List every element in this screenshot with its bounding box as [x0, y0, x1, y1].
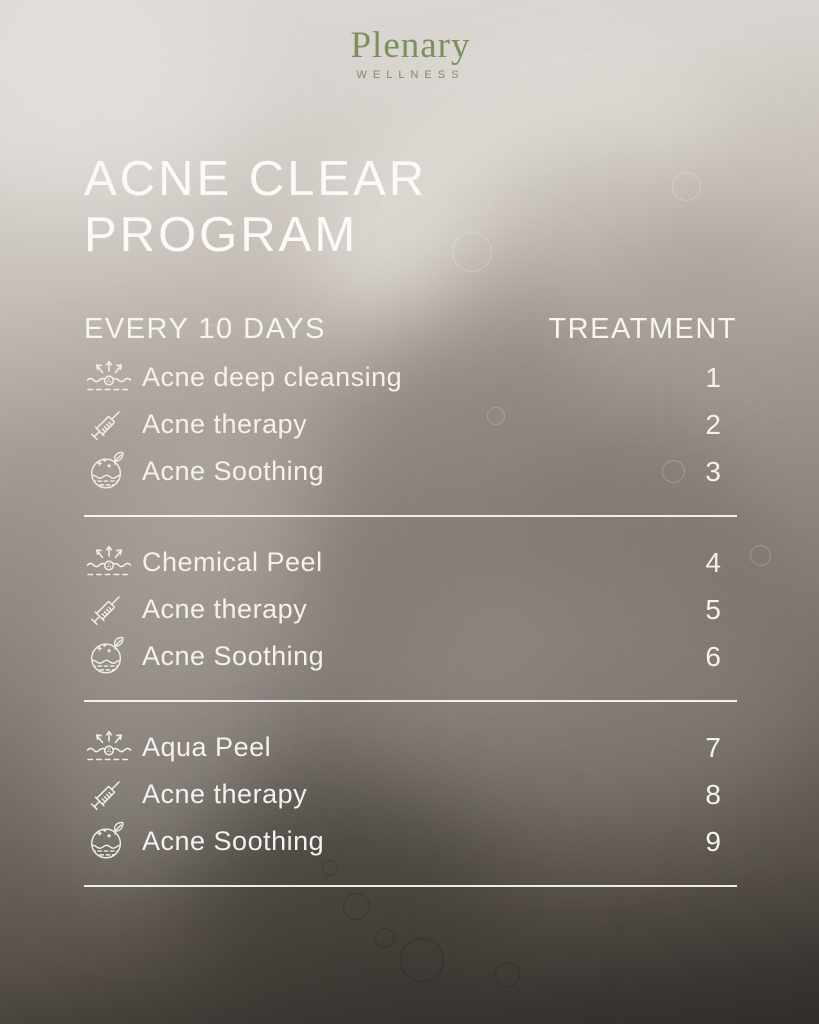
table-row — [84, 539, 737, 586]
table-row — [84, 448, 737, 495]
page-title-line2: PROGRAM — [84, 208, 359, 263]
treatment-number: 4 — [705, 546, 721, 578]
page-title-line1: ACNE CLEAR — [84, 151, 428, 206]
bubble-decoration — [375, 928, 395, 948]
treatment-label: Acne Soothing — [142, 826, 325, 857]
table-row — [84, 354, 737, 401]
table-row — [84, 818, 737, 865]
syringe-icon — [84, 773, 142, 817]
syringe-icon — [84, 403, 142, 447]
treatment-group-2 — [84, 539, 737, 702]
skin-peel-icon — [84, 358, 142, 398]
schedule-column-header: EVERY 10 DAYS — [84, 313, 326, 346]
treatment-group-3 — [84, 724, 737, 887]
table-row — [84, 771, 737, 818]
treatment-number: 3 — [705, 455, 721, 487]
treatment-number: 9 — [705, 825, 721, 857]
table-row — [84, 401, 737, 448]
group-divider — [84, 700, 737, 702]
bubble-decoration — [343, 893, 370, 920]
treatment-number: 2 — [705, 408, 721, 440]
skin-peel-icon — [84, 728, 142, 768]
brand-logo — [84, 0, 737, 81]
treatment-number: 8 — [705, 778, 721, 810]
treatment-number: 6 — [705, 640, 721, 672]
skin-peel-icon — [84, 543, 142, 583]
treatment-group-1 — [84, 354, 737, 517]
treatment-label: Acne therapy — [142, 779, 308, 810]
treatment-number: 1 — [705, 361, 721, 393]
bubble-decoration — [495, 962, 520, 987]
treatment-label: Aqua Peel — [142, 732, 272, 763]
treatment-number: 5 — [705, 593, 721, 625]
table-row — [84, 586, 737, 633]
table-row — [84, 633, 737, 680]
treatment-label: Acne Soothing — [142, 641, 325, 672]
soothing-icon — [84, 451, 142, 493]
treatment-label: Acne deep cleansing — [142, 362, 403, 393]
soothing-icon — [84, 821, 142, 863]
brand-tagline: WELLNESS — [356, 68, 465, 81]
syringe-icon — [84, 588, 142, 632]
treatment-label: Chemical Peel — [142, 547, 323, 578]
soothing-icon — [84, 636, 142, 678]
treatment-label: Acne therapy — [142, 594, 308, 625]
group-divider — [84, 515, 737, 517]
treatment-column-header: TREATMENT — [548, 313, 737, 346]
table-header — [84, 313, 737, 346]
treatment-number: 7 — [705, 731, 721, 763]
treatment-label: Acne therapy — [142, 409, 308, 440]
bubble-decoration — [400, 938, 444, 982]
treatment-label: Acne Soothing — [142, 456, 325, 487]
table-row — [84, 724, 737, 771]
group-divider — [84, 885, 737, 887]
page-title — [84, 151, 737, 264]
brand-name: Plenary — [350, 25, 471, 66]
